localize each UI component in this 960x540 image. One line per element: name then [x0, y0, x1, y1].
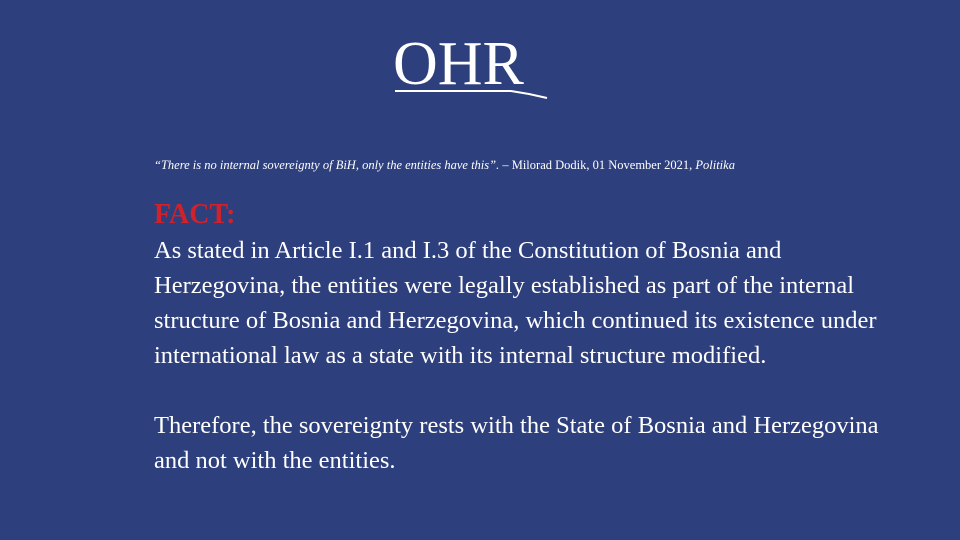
- quote-source: Politika: [695, 158, 735, 172]
- quote-line: [154, 157, 934, 173]
- fact-paragraph-2: Therefore, the sovereignty rests with the State of Bosnia and Herzegovina and not with the entities.: [154, 412, 879, 474]
- fact-body: [154, 233, 894, 478]
- fact-heading: FACT:: [154, 199, 236, 230]
- quote-attribution: – Milorad Dodik, 01 November 2021,: [499, 158, 696, 172]
- quote-text: “There is no internal sovereignty of BiH, only the entities have this”.: [154, 158, 500, 172]
- fact-paragraph-1: As stated in Article I.1 and I.3 of the Constitution of Bosnia and Herzegovina, the entities were legally established as part of the internal structure of Bosnia and Herzegovina, which continued its existence under international law as a state with its internal structure modified.: [154, 237, 877, 369]
- logo-text: OHR: [393, 30, 524, 98]
- ohr-logo: [393, 28, 553, 100]
